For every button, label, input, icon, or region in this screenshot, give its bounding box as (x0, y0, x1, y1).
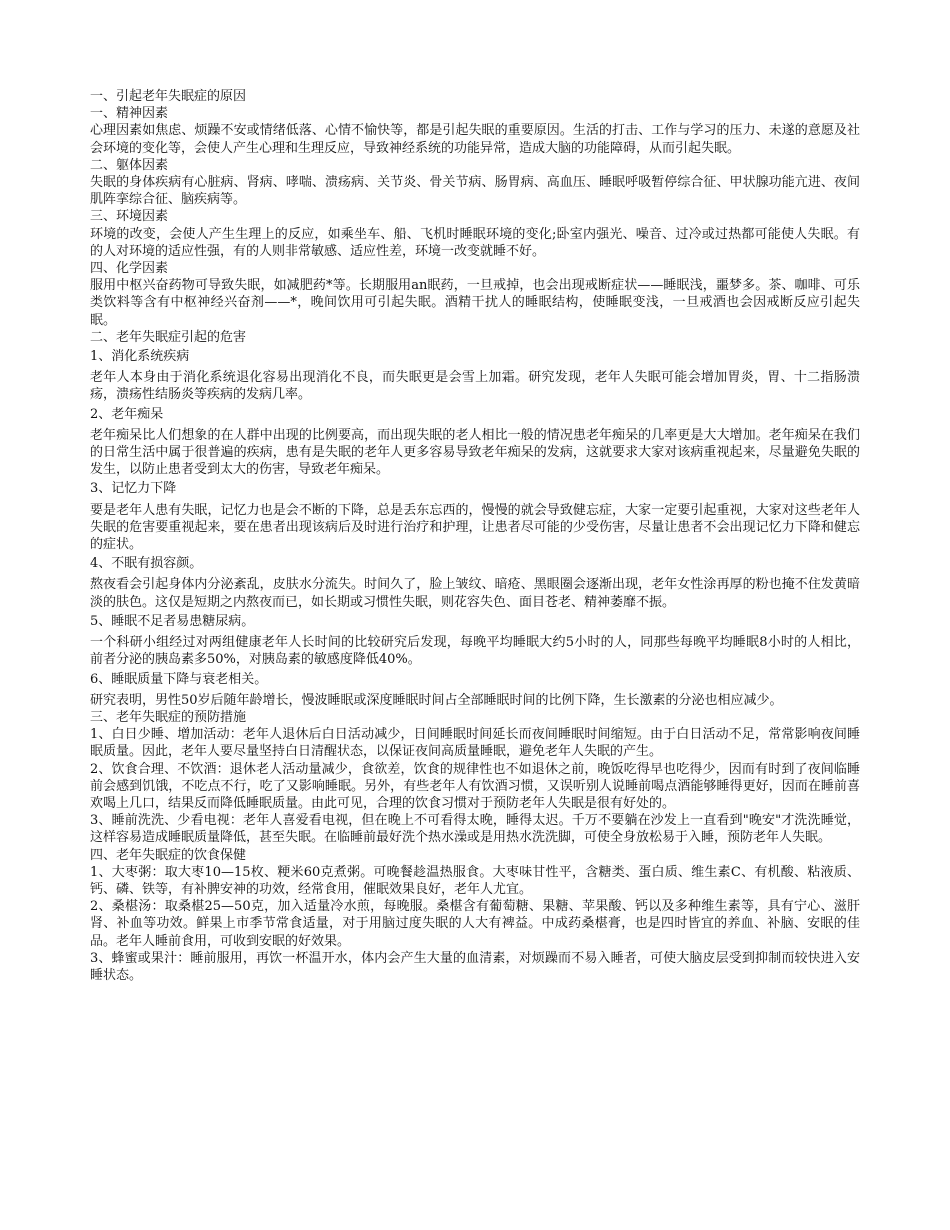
heading: 四、老年失眠症的饮食保健 (90, 847, 247, 863)
paragraph: 老年痴呆比人们想象的在人群中出现的比例要高，而出现失眠的老人相比一般的情况患老年痴呆的几率更是大大增加。老年痴呆在我们的日常生活中属于很普遍的疾病，患有是失眠的老年人更多容易导致老年痴呆的发病，这就要求大家对该病重视起来，尽量避免失眠的发生，以防止患者受到太大的伤害，导致老年痴呆。 (90, 427, 860, 478)
paragraph: 环境的改变，会使人产生生理上的反应，如乘坐车、船、飞机时睡眠环境的变化;卧室内强光、噪音、过冷或过热都可能使人失眠。有的人对环境的适应性强，有的人则非常敏感、适应性差，环境一改变就睡不好。 (90, 226, 860, 259)
paragraph: 2、饮食合理、不饮酒：退休老人活动量减少，食欲差，饮食的规律性也不如退休之前，晚饭吃得早也吃得少，因而有时到了夜间临睡前会感到饥饿，不吃点不行，吃了又影响睡眠。另外，有些老年人有饮酒习惯，又误听别人说睡前喝点酒能够睡得更好，因而在睡前喜欢喝上几口，结果反而降低睡眠质量。由此可见，合理的饮食习惯对于预防老年人失眠是很有好处的。 (90, 761, 860, 811)
paragraph: 1、白日少睡、增加活动：老年人退休后白日活动减少，日间睡眠时间延长而夜间睡眠时间缩短。由于白日活动不足，常常影响夜间睡眠质量。因此，老年人要尽量坚持白日清醒状态，以保证夜间高质量睡眠，避免老年人失眠的产生。 (90, 727, 860, 760)
paragraph: 研究表明，男性50岁后随年龄增长，慢波睡眠或深度睡眠时间占全部睡眠时间的比例下降，生长激素的分泌也相应减少。 (90, 692, 783, 708)
paragraph: 1、大枣粥：取大枣10—15枚、粳米60克煮粥。可晚餐趁温热服食。大枣味甘性平，含糖类、蛋白质、维生素C、有机酸、粘液质、钙、磷、铁等，有补脾安神的功效，经常食用，催眠效果良好，老年人尤宜。 (90, 864, 860, 897)
subheading: 2、老年痴呆 (90, 406, 164, 422)
paragraph: 要是老年人患有失眠，记忆力也是会不断的下降，总是丢东忘西的，慢慢的就会导致健忘症，大家一定要引起重视，大家对这些老年人失眠的危害要重视起来，要在患者出现该病后及时进行治疗和护理，让患者尽可能的少受伤害，尽量让患者不会出现记忆力下降和健忘的症状。 (90, 502, 860, 553)
paragraph: 一个科研小组经过对两组健康老年人长时间的比较研究后发现，每晚平均睡眠大约5小时的人，同那些每晚平均睡眠8小时的人相比，前者分泌的胰岛素多50%，对胰岛素的敏感度降低40%。 (90, 635, 860, 668)
heading: 三、环境因素 (90, 209, 169, 225)
subheading: 1、消化系统疾病 (90, 349, 190, 365)
paragraph: 心理因素如焦虑、烦躁不安或情绪低落、心情不愉快等，都是引起失眠的重要原因。生活的打击、工作与学习的压力、未遂的意愿及社会环境的变化等，会使人产生心理和生理反应，导致神经系统的功能异常，造成大脑的功能障碍，从而引起失眠。 (90, 123, 860, 156)
subheading: 3、记忆力下降 (90, 481, 177, 497)
paragraph: 失眠的身体疾病有心脏病、肾病、哮喘、溃疡病、关节炎、骨关节病、肠胃病、高血压、睡眠呼吸暂停综合征、甲状腺功能亢进、夜间肌阵挛综合征、脑疾病等。 (90, 175, 860, 208)
subheading: 4、不眠有损容颜。 (90, 556, 203, 572)
heading: 四、化学因素 (90, 261, 169, 277)
paragraph: 服用中枢兴奋药物可导致失眠，如减肥药*等。长期服用an眠药，一旦戒掉，也会出现戒断症状——睡眠浅，噩梦多。茶、咖啡、可乐类饮料等含有中枢神经兴奋剂——*，晚间饮用可引起失眠。酒精干扰人的睡眠结构，使睡眠变浅，一旦戒酒也会因戒断反应引起失眠。 (90, 278, 860, 328)
paragraph: 3、蜂蜜或果汁：睡前服用，再饮一杯温开水，体内会产生大量的血清素，对烦躁而不易入睡者，可使大脑皮层受到抑制而较快进入安睡状态。 (90, 950, 860, 983)
paragraph: 熬夜看会引起身体内分泌紊乱，皮肤水分流失。时间久了，脸上皱纹、暗疮、黑眼圈会逐渐出现，老年女性涂再厚的粉也掩不住发黄暗淡的肤色。这仅是短期之内熬夜而已，如长期或习惯性失眠，则花容失色、面目苍老、精神萎靡不振。 (90, 577, 860, 610)
heading: 一、引起老年失眠症的原因 (90, 89, 247, 104)
heading: 二、躯体因素 (90, 157, 169, 173)
paragraph: 老年人本身由于消化系统退化容易出现消化不良，而失眠更是会雪上加霜。研究发现，老年人失眠可能会增加胃炎，胃、十二指肠溃疡，溃疡性结肠炎等疾病的发病几率。 (90, 370, 860, 403)
heading: 一、精神因素 (90, 106, 169, 122)
subheading: 5、睡眠不足者易患糖尿病。 (90, 613, 255, 629)
paragraph: 2、桑椹汤：取桑椹25—50克，加入适量冷水煎，每晚服。桑椹含有葡萄糖、果糖、苹果酸、钙以及多种维生素等，具有宁心、滋肝肾、补血等功效。鲜果上市季节常食适量，对于用脑过度失眠的人大有裨益。中成药桑椹膏，也是四时皆宜的养血、补脑、安眠的佳品。老年人睡前食用，可收到安眠的好效果。 (90, 899, 860, 949)
heading: 三、老年失眠症的预防措施 (90, 709, 247, 725)
paragraph: 3、睡前洗洗、少看电视：老年人喜爱看电视，但在晚上不可看得太晚，睡得太迟。千万不要躺在沙发上一直看到"晚安"才洗洗睡觉，这样容易造成睡眠质量降低，甚至失眠。在临睡前最好洗个热水澡或是用热水洗洗脚，可使全身放松易于入睡，预防老年人失眠。 (90, 813, 860, 846)
heading: 二、老年失眠症引起的危害 (90, 329, 247, 345)
subheading: 6、睡眠质量下降与衰老相关。 (90, 671, 268, 687)
